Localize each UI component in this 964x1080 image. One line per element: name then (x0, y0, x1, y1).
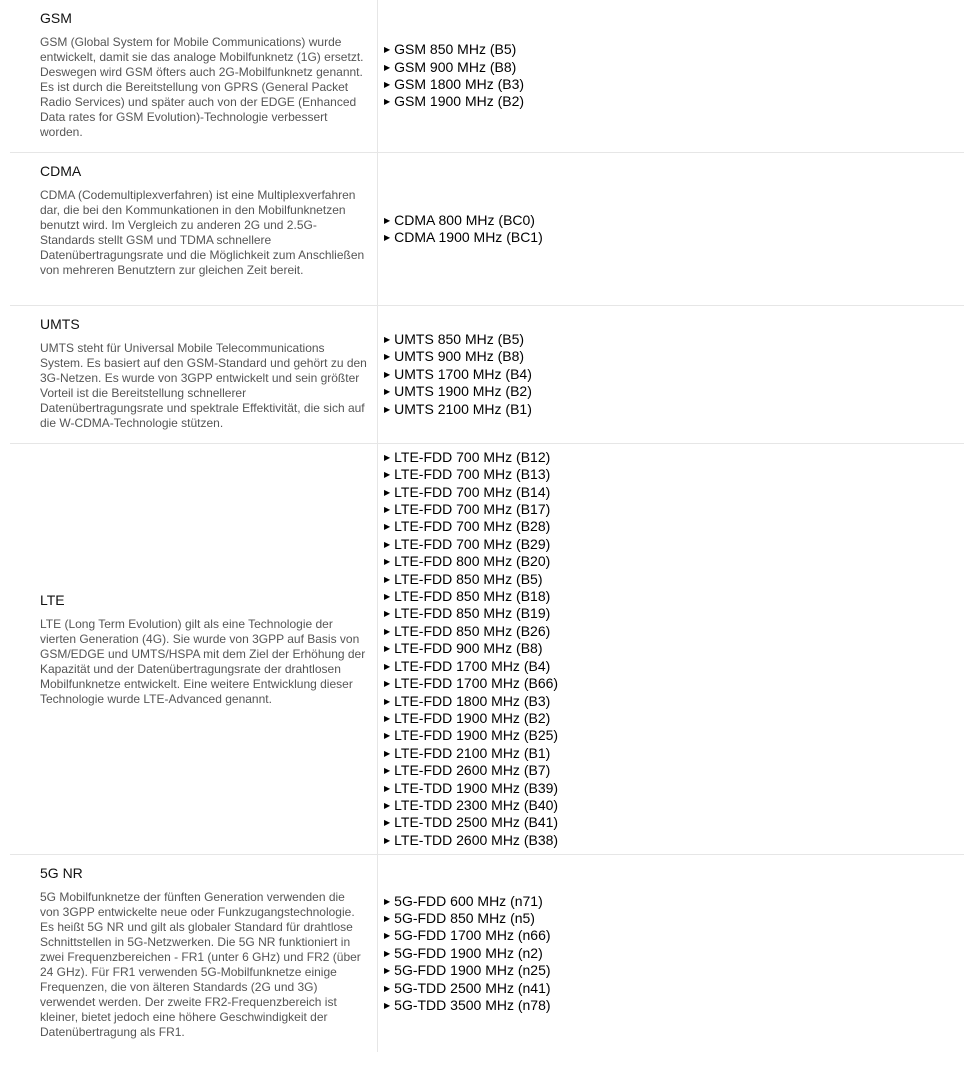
triangle-bullet-icon: ▶ (384, 233, 391, 242)
frequency-band-label: CDMA 1900 MHz (BC1) (394, 229, 543, 245)
frequency-band-item (384, 832, 964, 849)
frequency-band-label: UMTS 2100 MHz (B1) (394, 400, 532, 417)
triangle-bullet-icon: ▶ (384, 352, 391, 362)
frequency-band-label: LTE-TDD 1900 MHz (B39) (394, 779, 559, 796)
frequency-band-item (384, 348, 964, 365)
frequency-band-item (384, 623, 964, 640)
frequency-band-label: 5G-TDD 3500 MHz (n78) (394, 997, 551, 1014)
frequency-band-item (384, 571, 964, 588)
frequency-band-label: LTE-FDD 700 MHz (B28) (394, 518, 551, 535)
frequency-band-item (384, 814, 964, 831)
technology-row (10, 306, 964, 444)
triangle-bullet-icon: ▶ (384, 931, 391, 941)
frequency-band-item (384, 893, 964, 910)
technology-title: UMTS (40, 316, 80, 332)
frequency-band-item (384, 658, 964, 675)
triangle-bullet-icon: ▶ (384, 404, 391, 414)
triangle-bullet-icon: ▶ (384, 818, 391, 828)
frequency-band-label: 5G-FDD 600 MHz (n71) (394, 892, 543, 909)
triangle-bullet-icon: ▶ (384, 215, 391, 225)
triangle-bullet-icon: ▶ (384, 661, 391, 671)
triangle-bullet-icon: ▶ (384, 748, 391, 758)
triangle-bullet-icon: ▶ (384, 387, 391, 397)
frequency-band-label: LTE-TDD 2300 MHz (B40) (394, 796, 559, 813)
frequency-band-item (384, 745, 964, 762)
triangle-bullet-icon: ▶ (384, 800, 391, 810)
triangle-bullet-icon: ▶ (384, 1001, 391, 1011)
triangle-bullet-icon: ▶ (384, 731, 391, 741)
technology-row (10, 0, 964, 153)
triangle-bullet-icon: ▶ (384, 522, 391, 532)
frequency-band-item (384, 797, 964, 814)
technology-title: LTE (40, 591, 65, 608)
frequency-band-item (384, 401, 964, 418)
triangle-bullet-icon: ▶ (384, 896, 391, 906)
triangle-bullet-icon: ▶ (384, 913, 391, 923)
frequency-band-item (384, 727, 964, 744)
frequency-band-label: LTE-FDD 700 MHz (B29) (394, 535, 551, 552)
frequency-band-list (384, 212, 964, 247)
frequency-band-label: CDMA 800 MHz (BC0) (394, 211, 535, 228)
network-technology-table (10, 0, 964, 1052)
frequency-band-item (384, 780, 964, 797)
frequency-band-label: LTE-FDD 850 MHz (B18) (394, 588, 551, 605)
frequency-band-item (384, 212, 964, 229)
triangle-bullet-icon: ▶ (384, 45, 391, 55)
frequency-band-label: LTE-FDD 700 MHz (B17) (394, 501, 551, 518)
triangle-bullet-icon: ▶ (384, 539, 391, 549)
frequency-band-item (384, 980, 964, 997)
triangle-bullet-icon: ▶ (384, 966, 391, 976)
frequency-band-item (384, 484, 964, 501)
triangle-bullet-icon: ▶ (384, 574, 391, 584)
frequency-band-label: 5G-FDD 1700 MHz (n66) (394, 927, 551, 944)
frequency-band-list (384, 893, 964, 1015)
triangle-bullet-icon: ▶ (384, 679, 391, 689)
frequency-band-label: GSM 900 MHz (B8) (394, 58, 517, 75)
triangle-bullet-icon: ▶ (384, 983, 391, 993)
triangle-bullet-icon: ▶ (384, 644, 391, 654)
frequency-band-item (384, 366, 964, 383)
technology-description: LTE (Long Term Evolution) gilt als eine Technologie der vierten Generation (4G). Sie wurde von 3GPP auf Basis von GSM/EDGE und UMTS/HSPA mit dem Ziel der Erhöhung der Kapazität und der Datenübertragungsrate der drahtlosen Mobilfunknetze entwickelt. Eine weitere Entwicklung dieser Technologie wurde LTE-Advanced genannt. (40, 616, 366, 706)
frequency-band-label: LTE-FDD 900 MHz (B8) (394, 640, 543, 657)
triangle-bullet-icon: ▶ (384, 592, 391, 602)
triangle-bullet-icon: ▶ (384, 452, 391, 462)
frequency-band-item (384, 997, 964, 1014)
frequency-band-item (384, 76, 964, 93)
frequency-band-item (384, 927, 964, 944)
frequency-band-label: UMTS 900 MHz (B8) (394, 348, 525, 365)
triangle-bullet-icon: ▶ (384, 505, 391, 515)
technology-row (10, 444, 964, 855)
frequency-bands-cell (378, 153, 964, 305)
frequency-band-label: UMTS 1700 MHz (B4) (394, 365, 532, 382)
triangle-bullet-icon: ▶ (384, 97, 391, 107)
triangle-bullet-icon: ▶ (384, 713, 391, 723)
frequency-band-item (384, 383, 964, 400)
frequency-band-label: GSM 1800 MHz (B3) (394, 76, 525, 92)
frequency-band-label: 5G-FDD 1900 MHz (n25) (394, 962, 551, 979)
technology-info-cell (10, 444, 378, 854)
triangle-bullet-icon: ▶ (384, 766, 391, 776)
frequency-band-item (384, 945, 964, 962)
frequency-band-label: LTE-FDD 700 MHz (B14) (394, 483, 551, 500)
frequency-band-item (384, 675, 964, 692)
frequency-band-item (384, 466, 964, 483)
frequency-band-label: LTE-FDD 800 MHz (B20) (394, 553, 551, 570)
technology-description: UMTS steht für Universal Mobile Telecommunications System. Es basiert auf den GSM-Standard und gehört zu den 3G-Netzen. Es wurde von 3GPP entwickelt und sein größter Vorteil ist die Bereitstellung schnellerer Datenübertragungsrate und spektrale Effektivität, die sich auf die W-CDMA-Technologie stützen. (40, 341, 367, 430)
frequency-band-label: LTE-FDD 1700 MHz (B4) (394, 657, 551, 674)
frequency-band-item (384, 588, 964, 605)
technology-title: 5G NR (40, 865, 83, 881)
triangle-bullet-icon: ▶ (384, 626, 391, 636)
frequency-bands-cell (378, 855, 964, 1052)
frequency-band-item (384, 93, 964, 110)
technology-row (10, 855, 964, 1052)
triangle-bullet-icon: ▶ (384, 609, 391, 619)
frequency-band-item (384, 536, 964, 553)
frequency-band-label: LTE-TDD 2600 MHz (B38) (394, 831, 559, 848)
frequency-band-label: LTE-TDD 2500 MHz (B41) (394, 814, 559, 831)
frequency-band-list (384, 41, 964, 111)
frequency-band-item (384, 693, 964, 710)
triangle-bullet-icon: ▶ (384, 80, 391, 89)
frequency-band-item (384, 605, 964, 622)
frequency-band-label: LTE-FDD 700 MHz (B12) (394, 448, 551, 465)
triangle-bullet-icon: ▶ (384, 369, 391, 379)
frequency-band-item (384, 501, 964, 518)
frequency-band-list (384, 331, 964, 418)
frequency-band-item (384, 710, 964, 727)
frequency-band-item (384, 962, 964, 979)
technology-title: CDMA (40, 163, 82, 179)
frequency-band-label: 5G-FDD 850 MHz (n5) (394, 909, 535, 926)
frequency-band-label: GSM 1900 MHz (B2) (394, 93, 525, 110)
triangle-bullet-icon: ▶ (384, 783, 391, 793)
frequency-band-label: LTE-FDD 2100 MHz (B1) (394, 744, 551, 761)
frequency-bands-cell (378, 306, 964, 443)
frequency-band-label: LTE-FDD 850 MHz (B26) (394, 622, 551, 639)
frequency-band-label: LTE-FDD 850 MHz (B5) (394, 570, 543, 587)
frequency-band-label: LTE-FDD 700 MHz (B13) (394, 466, 551, 483)
frequency-band-item (384, 41, 964, 58)
triangle-bullet-icon: ▶ (384, 557, 391, 567)
technology-description: CDMA (Codemultiplexverfahren) ist eine Multiplexverfahren dar, die bei den Kommunkationen in den Mobilfunknetzen benutzt wird. Im Vergleich zu anderen 2G und 2.5G-Standards stellt GSM und TDMA schnellere Datenübertragungsrate und die Möglichkeit zum Anschließen von mehreren Benutztern zur gleichen Zeit bereit. (40, 188, 365, 277)
frequency-band-label: LTE-FDD 2600 MHz (B7) (394, 762, 551, 779)
triangle-bullet-icon: ▶ (384, 470, 391, 480)
technology-description: GSM (Global System for Mobile Communications) wurde entwickelt, damit sie das analoge Mobilfunknetz (1G) ersetzt. Deswegen wird GSM öfters auch 2G-Mobilfunknetz genannt. Es ist durch die Bereitstellung von GPRS (General Packet Radio Services) und später auch von der EDGE (Enhanced Data rates for GSM Evolution)-Technologie verbessert worden. (40, 35, 364, 139)
triangle-bullet-icon: ▶ (384, 62, 391, 72)
frequency-band-label: LTE-FDD 850 MHz (B19) (394, 605, 551, 622)
frequency-band-label: LTE-FDD 1900 MHz (B25) (394, 727, 559, 744)
frequency-band-label: LTE-FDD 1700 MHz (B66) (394, 675, 559, 692)
frequency-band-item (384, 553, 964, 570)
frequency-band-item (384, 518, 964, 535)
technology-description: 5G Mobilfunknetze der fünften Generation verwenden die von 3GPP entwickelte neue oder Funkzugangstechnologie. Es heißt 5G NR und gilt als globaler Standard für drahtlose Schnittstellen in 5G-Netzwerken. Die 5G NR funktioniert in zwei Frequenzbereichen - FR1 (unter 6 GHz) und FR2 (über 24 GHz). Für FR1 verwenden 5G-Mobilfunknetze einige Frequenzen, die von älteren Standards (2G und 3G) verwendet werden. Der zweite FR2-Frequenzbereich ist kleiner, bietet jedoch eine höhere Geschwindigkeit der Datenübertragung als FR1. (40, 890, 361, 1039)
frequency-band-label: UMTS 1900 MHz (B2) (394, 383, 532, 400)
technology-info-cell (10, 153, 378, 305)
frequency-band-item (384, 762, 964, 779)
frequency-band-label: 5G-FDD 1900 MHz (n2) (394, 944, 543, 961)
triangle-bullet-icon: ▶ (384, 487, 391, 497)
technology-row (10, 153, 964, 306)
frequency-band-item (384, 331, 964, 348)
frequency-band-label: UMTS 850 MHz (B5) (394, 330, 525, 347)
frequency-band-item (384, 640, 964, 657)
triangle-bullet-icon: ▶ (384, 948, 391, 958)
technology-info-cell (10, 306, 378, 443)
triangle-bullet-icon: ▶ (384, 334, 391, 344)
triangle-bullet-icon: ▶ (384, 835, 391, 845)
technology-title: GSM (40, 10, 72, 26)
technology-info-cell (10, 855, 378, 1052)
frequency-band-item (384, 449, 964, 466)
frequency-band-list (384, 449, 964, 849)
frequency-bands-cell (378, 444, 964, 854)
frequency-band-item (384, 59, 964, 76)
frequency-bands-cell (378, 0, 964, 152)
frequency-band-item (384, 229, 964, 246)
frequency-band-label: LTE-FDD 1800 MHz (B3) (394, 692, 551, 709)
technology-info-cell (10, 0, 378, 152)
frequency-band-label: GSM 850 MHz (B5) (394, 41, 517, 58)
frequency-band-label: LTE-FDD 1900 MHz (B2) (394, 709, 551, 726)
frequency-band-label: 5G-TDD 2500 MHz (n41) (394, 979, 551, 996)
frequency-band-item (384, 910, 964, 927)
triangle-bullet-icon: ▶ (384, 696, 391, 706)
